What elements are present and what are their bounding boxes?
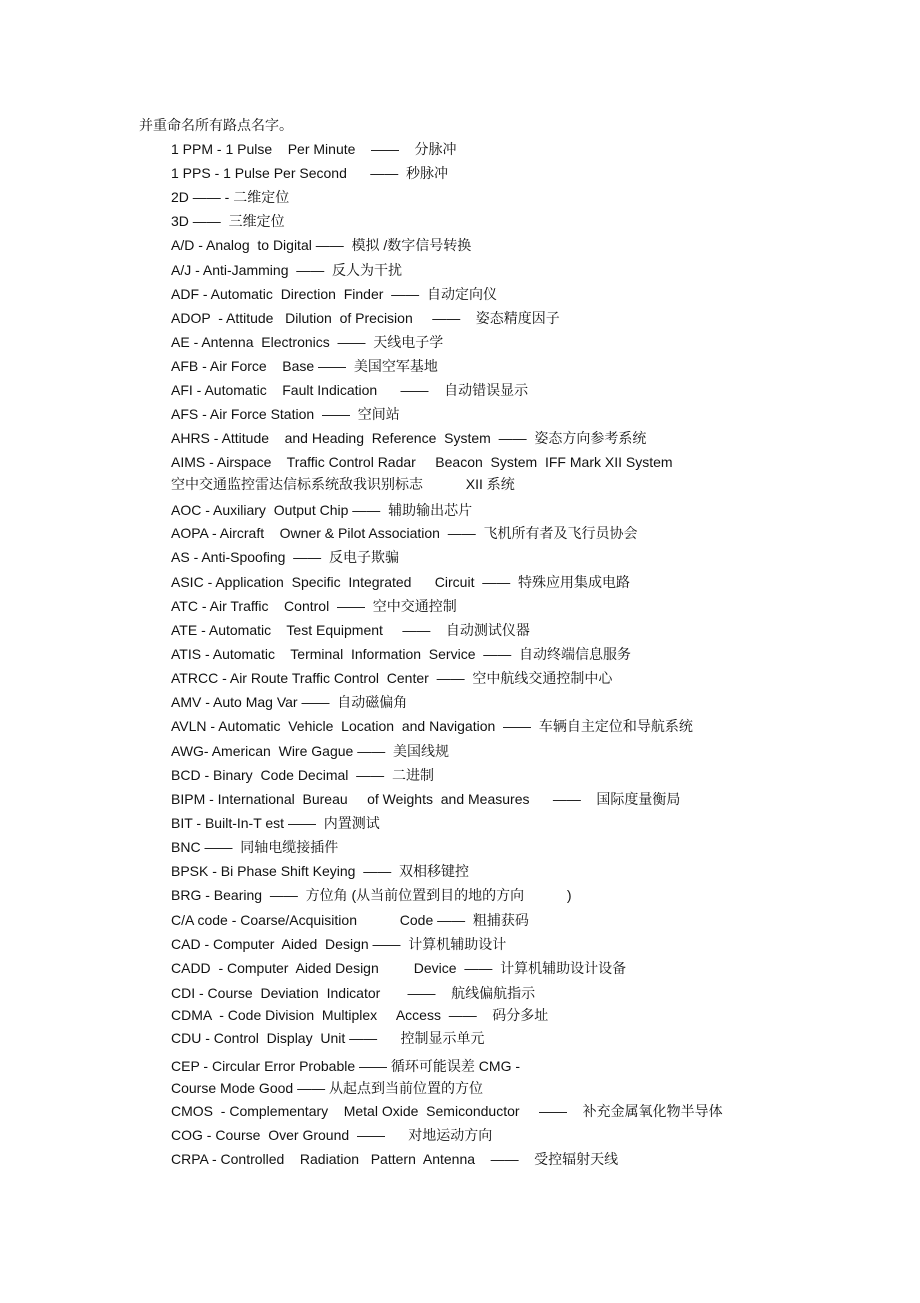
glossary-entry: 2D —— - 二维定位 (171, 189, 290, 205)
glossary-entry: AWG- American Wire Gague —— 美国线规 (171, 743, 449, 759)
glossary-entry: AOC - Auxiliary Output Chip —— 辅助输出芯片 (171, 502, 473, 518)
glossary-entry: BNC —— 同轴电缆接插件 (171, 839, 339, 855)
glossary-entry: ATIS - Automatic Terminal Information Service —— 自动终端信息服务 (171, 646, 632, 662)
glossary-entry: AFI - Automatic Fault Indication —— 自动错误显示 (171, 382, 529, 398)
glossary-entry: CRPA - Controlled Radiation Pattern Antenna —— 受控辐射天线 (171, 1151, 619, 1167)
glossary-entry: BRG - Bearing —— 方位角 (从当前位置到目的地的方向 ) (171, 887, 572, 903)
glossary-entry: ATC - Air Traffic Control —— 空中交通控制 (171, 598, 457, 614)
glossary-entry: AVLN - Automatic Vehicle Location and Navigation —— 车辆自主定位和导航系统 (171, 718, 693, 734)
glossary-entry: CDU - Control Display Unit —— 控制显示单元 (171, 1030, 485, 1046)
glossary-entry: CDI - Course Deviation Indicator —— 航线偏航指示 (171, 985, 536, 1001)
glossary-entry: C/A code - Coarse/Acquisition Code —— 粗捕获码 (171, 912, 529, 928)
glossary-entry: BIPM - International Bureau of Weights and Measures —— 国际度量衡局 (171, 791, 681, 807)
glossary-entry: CEP - Circular Error Probable —— 循环可能误差 CMG - (171, 1058, 521, 1074)
glossary-entry: ATRCC - Air Route Traffic Control Center —— 空中航线交通控制中心 (171, 670, 613, 686)
glossary-entry: CMOS - Complementary Metal Oxide Semiconductor —— 补充金属氧化物半导体 (171, 1103, 723, 1119)
glossary-entry-continuation: Course Mode Good —— 从起点到当前位置的方位 (171, 1080, 483, 1096)
glossary-entry: CAD - Computer Aided Design —— 计算机辅助设计 (171, 936, 507, 952)
glossary-entry: CDMA - Code Division Multiplex Access —— 码分多址 (171, 1007, 549, 1023)
glossary-entry: AS - Anti-Spoofing —— 反电子欺骗 (171, 549, 399, 565)
glossary-entry: AFB - Air Force Base —— 美国空军基地 (171, 358, 438, 374)
glossary-list (171, 140, 911, 1174)
glossary-entry: BCD - Binary Code Decimal —— 二进制 (171, 767, 434, 783)
glossary-entry: BIT - Built-In-T est —— 内置测试 (171, 815, 380, 831)
glossary-entry: ADOP - Attitude Dilution of Precision —— 姿态精度因子 (171, 310, 560, 326)
glossary-entry: AMV - Auto Mag Var —— 自动磁偏角 (171, 694, 408, 710)
glossary-entry: ATE - Automatic Test Equipment —— 自动测试仪器 (171, 622, 530, 638)
glossary-entry: COG - Course Over Ground —— 对地运动方向 (171, 1127, 493, 1143)
glossary-entry: AE - Antenna Electronics —— 天线电子学 (171, 334, 444, 350)
intro-text: 并重命名所有路点名字。 (139, 117, 293, 133)
glossary-entry-continuation: 空中交通监控雷达信标系统敌我识别标志 XII 系统 (171, 476, 515, 492)
glossary-entry: A/D - Analog to Digital —— 模拟 /数字信号转换 (171, 237, 472, 253)
glossary-entry: AIMS - Airspace Traffic Control Radar Beacon System IFF Mark XII System (171, 454, 673, 470)
glossary-entry: 1 PPS - 1 Pulse Per Second —— 秒脉冲 (171, 165, 448, 181)
glossary-entry: AOPA - Aircraft Owner & Pilot Association —— 飞机所有者及飞行员协会 (171, 525, 638, 541)
glossary-entry: CADD - Computer Aided Design Device —— 计算机辅助设计设备 (171, 960, 627, 976)
glossary-entry: A/J - Anti-Jamming —— 反人为干扰 (171, 262, 403, 278)
glossary-entry: ADF - Automatic Direction Finder —— 自动定向仪 (171, 286, 497, 302)
glossary-entry: 3D —— 三维定位 (171, 213, 285, 229)
glossary-entry: ASIC - Application Specific Integrated Circuit —— 特殊应用集成电路 (171, 574, 631, 590)
glossary-entry: 1 PPM - 1 Pulse Per Minute —— 分脉冲 (171, 141, 457, 157)
glossary-entry: AFS - Air Force Station —— 空间站 (171, 406, 400, 422)
glossary-entry: AHRS - Attitude and Heading Reference System —— 姿态方向参考系统 (171, 430, 647, 446)
glossary-entry: BPSK - Bi Phase Shift Keying —— 双相移键控 (171, 863, 469, 879)
